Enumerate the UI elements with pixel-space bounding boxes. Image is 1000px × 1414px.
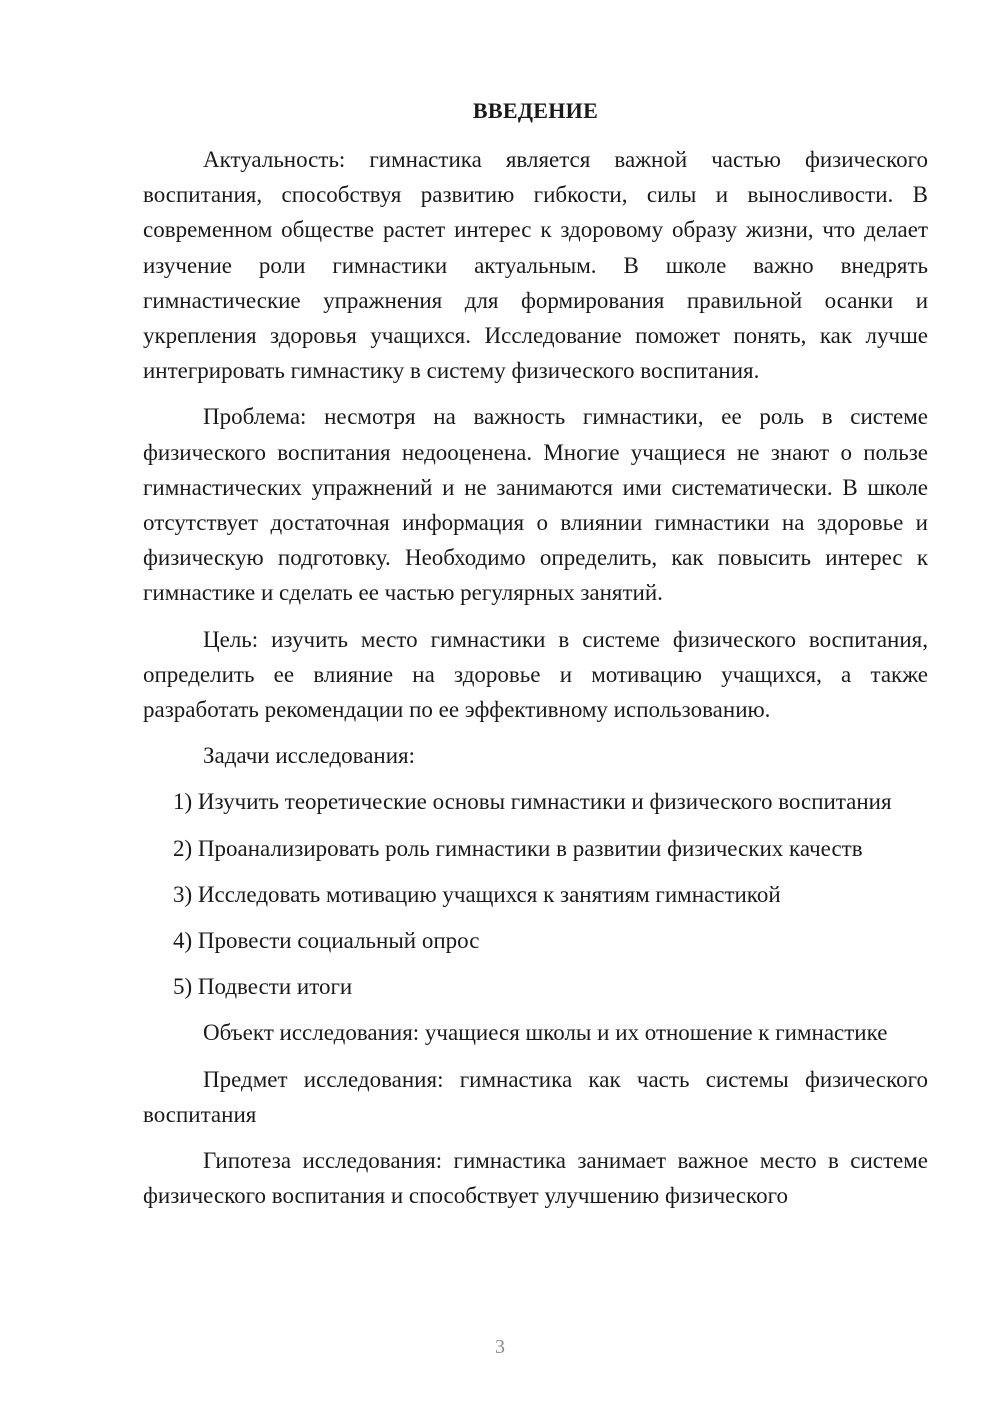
task-item-5: 5) Подвести итоги: [173, 974, 353, 1000]
section-heading: ВВЕДЕНИЕ: [472, 98, 599, 123]
paragraph-problem: Проблема: несмотря на важность гимнастики, ее роль в системе физического воспитания недооценена. Многие учащиеся не знают о пользе гимнастических упражнений и не занимаются ими систематически. В школе отсутствует достаточная информация о влиянии гимнастики на здоровье и физическую подготовку. Необходимо определить, как повысить интерес к гимнастике и сделать ее частью регулярных занятий.: [143, 404, 928, 606]
paragraph-tasks-heading: Задачи исследования:: [203, 743, 416, 769]
paragraph-object: Объект исследования: учащиеся школы и их отношение к гимнастике: [203, 1020, 888, 1046]
paragraph-hypothesis: Гипотеза исследования: гимнастика занимает важное место в системе физического воспитания и способствует улучшению физического: [143, 1148, 928, 1209]
task-item-4: 4) Провести социальный опрос: [173, 928, 480, 954]
task-item-2: 2) Проанализировать роль гимнастики в развитии физических качеств: [173, 835, 863, 861]
task-item-1: 1) Изучить теоретические основы гимнастики и физического воспитания: [173, 789, 892, 815]
page-number: 3: [495, 1336, 505, 1358]
paragraph-subject: Предмет исследования: гимнастика как часть системы физического воспитания: [143, 1066, 928, 1127]
task-item-3: 3) Исследовать мотивацию учащихся к занятиям гимнастикой: [173, 881, 781, 907]
paragraph-goal: Цель: изучить место гимнастики в системе физического воспитания, определить ее влияние на здоровье и мотивацию учащихся, а также разработать рекомендации по ее эффективному использованию.: [143, 626, 928, 723]
paragraph-relevance: Актуальность: гимнастика является важной частью физического воспитания, способствуя развитию гибкости, силы и выносливости. В современном обществе растет интерес к здоровому образу жизни, что делает изучение роли гимнастики актуальным. В школе важно внедрять гимнастические упражнения для формирования правильной осанки и укрепления здоровья учащихся. Исследование поможет понять, как лучше интегрировать гимнастику в систему физического воспитания.: [143, 147, 928, 384]
document-body: [143, 142, 928, 1213]
